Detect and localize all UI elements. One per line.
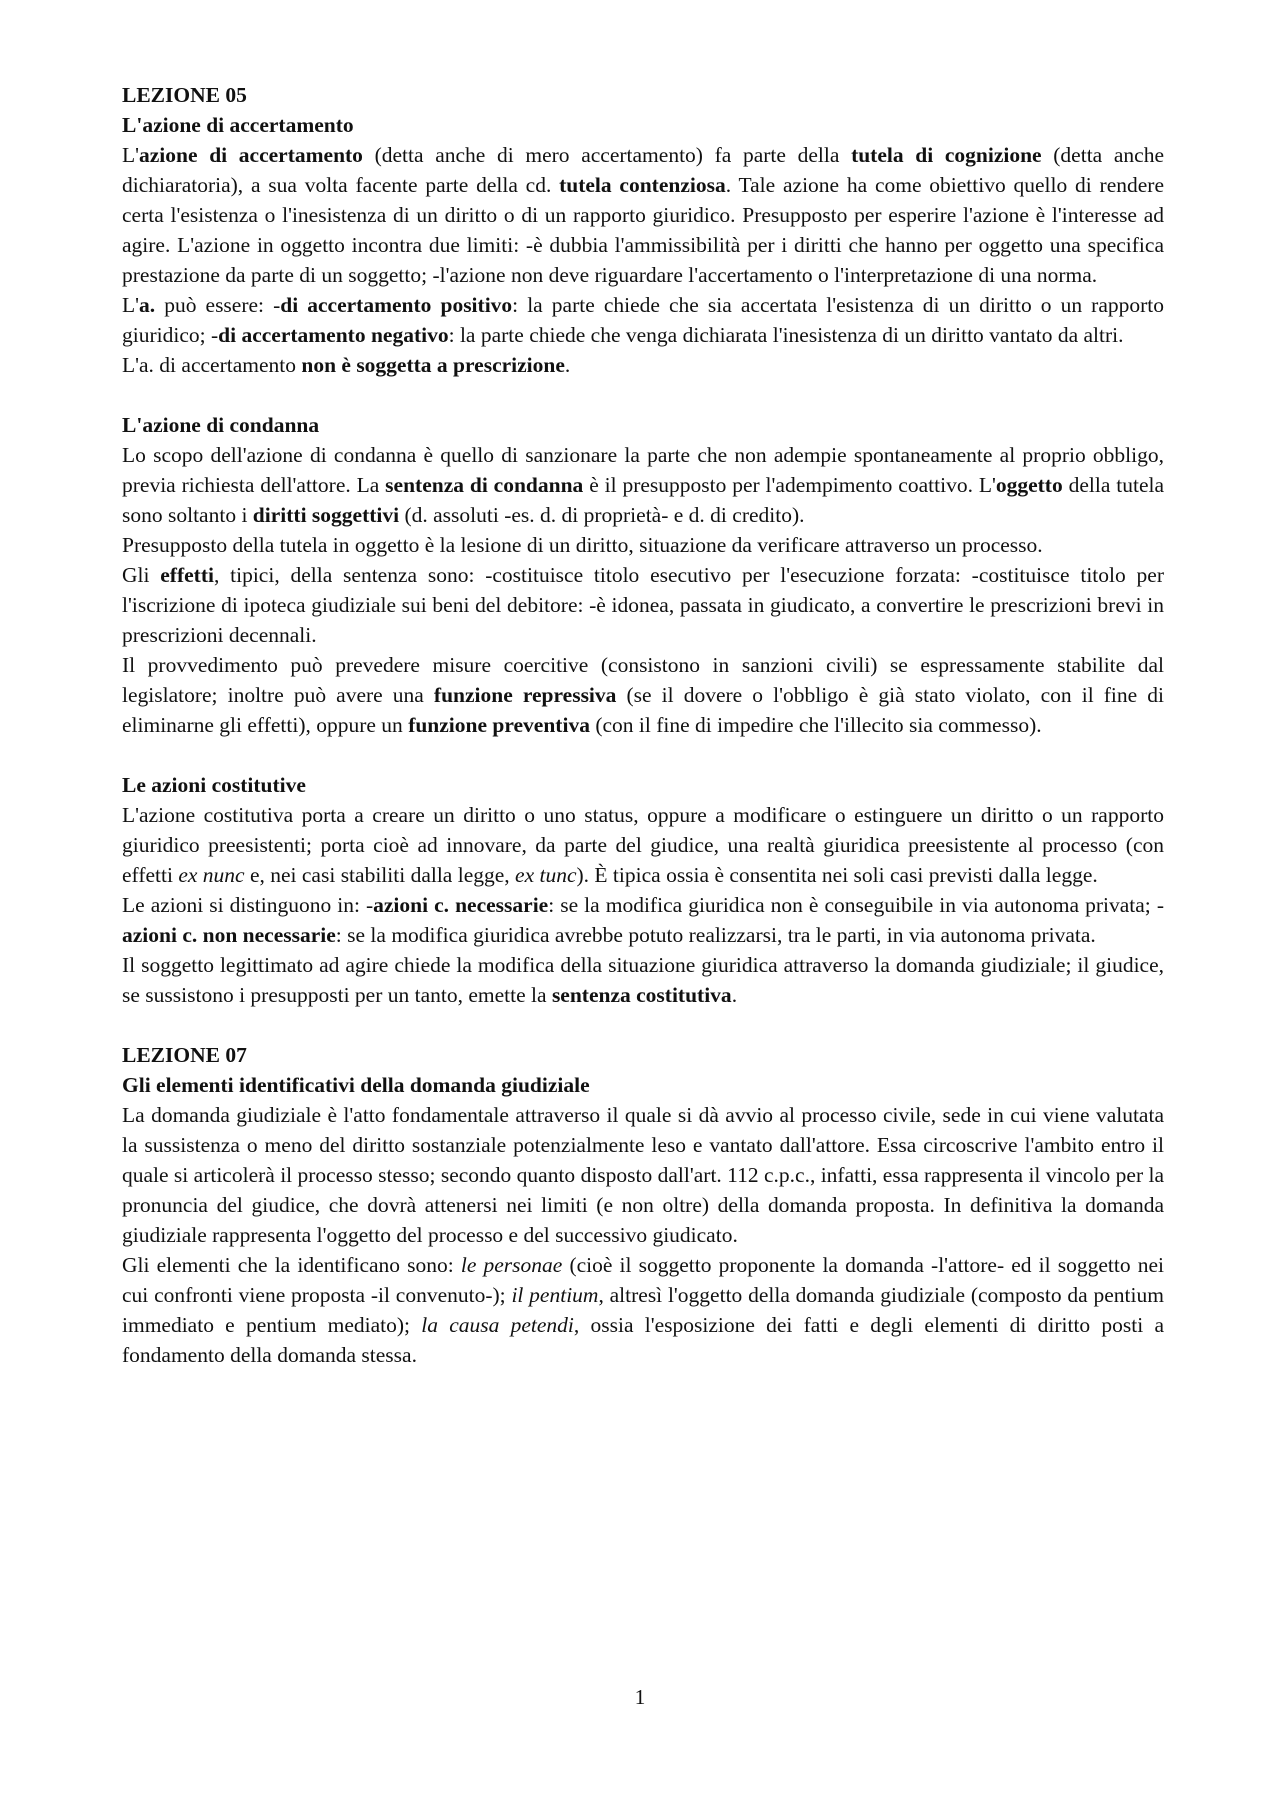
lesson-07-title: LEZIONE 07: [122, 1043, 247, 1067]
spacer: [122, 1010, 1164, 1040]
text-run: L': [122, 143, 140, 167]
paragraph: [122, 1250, 1164, 1370]
text-run: (detta anche di mero accertamento) fa parte della: [362, 143, 852, 167]
heading-azioni-costitutive: Le azioni costitutive: [122, 773, 306, 797]
text-run: Gli: [122, 563, 161, 587]
paragraph: [122, 290, 1164, 350]
text-run: L': [122, 293, 140, 317]
bold-term: azione di accertamento: [139, 143, 363, 167]
text-run: : la parte chiede che sia accertata l'esistenza di un diritto o un rapporto giuridico; -: [122, 293, 1165, 347]
text-run: può essere: -: [155, 293, 281, 317]
bold-term: diritti soggettivi: [252, 503, 400, 527]
bold-term: effetti: [160, 563, 214, 587]
text-run: è il presupposto per l'adempimento coattivo. L': [583, 473, 996, 497]
bold-term: tutela di cognizione: [851, 143, 1042, 167]
lesson-05-title: LEZIONE 05: [122, 83, 247, 107]
spacer: [122, 740, 1164, 770]
text-run: Il provvedimento può prevedere misure coercitive (consistono in sanzioni civili) se espressamente stabilite dal legislatore; inoltre può avere una: [122, 653, 1164, 707]
document-page: [122, 80, 1164, 1370]
text-run: (con il fine di impedire che l'illecito sia commesso).: [589, 713, 1042, 737]
italic-term: ex tunc: [515, 863, 577, 887]
text-run: Presupposto della tutela in oggetto è la lesione di un diritto, situazione da verificare attraverso un processo.: [122, 533, 1043, 557]
paragraph: [122, 530, 1164, 560]
paragraph: [122, 650, 1164, 740]
bold-term: sentenza di condanna: [385, 473, 584, 497]
paragraph: [122, 350, 1164, 380]
text-run: Il soggetto legittimato ad agire chiede la modifica della situazione giuridica attraverso la domanda giudiziale; il giudice, se sussistono i presupposti per un tanto, emette la: [122, 953, 1164, 1007]
text-run: : la parte chiede che venga dichiarata l'inesistenza di un diritto vantato da altri.: [448, 323, 1124, 347]
text-run: (d. assoluti -es. d. di proprietà- e d. di credito).: [399, 503, 805, 527]
italic-term: la causa petendi: [421, 1313, 574, 1337]
text-run: .: [731, 983, 738, 1007]
bold-term: di accertamento negativo: [218, 323, 449, 347]
text-run: (detta anche dichiaratoria), a sua volta facente parte della cd.: [122, 143, 1165, 197]
text-run: (se il dovere o l'obbligo è già stato violato, con il fine di eliminarne gli effetti), oppure un: [122, 683, 1165, 737]
bold-term: di accertamento positivo: [280, 293, 513, 317]
text-run: Lo scopo dell'azione di condanna è quello di sanzionare la parte che non adempie spontaneamente al proprio obbligo, previa richiesta dell'attore. La: [122, 443, 1164, 497]
text-run: . Tale azione ha come obiettivo quello di rendere certa l'esistenza o l'inesistenza di un diritto o di un rapporto giuridico. Presupposto per esperire l'azione è l'interesse ad agire. L'azione in oggetto incontra due limiti: -è dubbia l'ammissibilità per i diritti che hanno per oggetto una specifica prestazione da parte di un soggetto; -l'azione non deve riguardare l'accertamento o l'interpretazione di una norma.: [122, 173, 1164, 287]
text-run: L'a. di accertamento: [122, 353, 302, 377]
text-run: (cioè il soggetto proponente la domanda -l'attore- ed il soggetto nei cui confronti viene proposta -il convenuto-);: [122, 1253, 1164, 1307]
heading-azione-condanna: L'azione di condanna: [122, 413, 320, 437]
paragraph: [122, 140, 1164, 290]
heading-azione-accertamento: L'azione di accertamento: [122, 113, 354, 137]
paragraph: [122, 560, 1164, 650]
bold-term: azioni c. necessarie: [373, 893, 549, 917]
bold-term: azioni c. non necessarie: [122, 923, 336, 947]
text-run: della tutela sono soltanto i: [122, 473, 1164, 527]
bold-term: funzione repressiva: [433, 683, 617, 707]
text-run: : se la modifica giuridica non è conseguibile in via autonoma privata; -: [548, 893, 1164, 917]
text-run: e, nei casi stabiliti dalla legge,: [244, 863, 516, 887]
text-run: , tipici, della sentenza sono: -costituisce titolo esecutivo per l'esecuzione forzata: -costituisce titolo per l'iscrizione di ipoteca giudiziale sui beni del debitore: -è idonea, passata in giudicato, a convertire le prescrizioni brevi in prescrizioni decennali.: [122, 563, 1164, 647]
paragraph: [122, 800, 1164, 890]
heading-elementi-domanda: Gli elementi identificativi della domanda giudiziale: [122, 1073, 590, 1097]
text-run: : se la modifica giuridica avrebbe potuto realizzarsi, tra le parti, in via autonoma privata.: [335, 923, 1096, 947]
italic-term: le personae: [460, 1253, 563, 1277]
text-run: Gli elementi che la identificano sono:: [122, 1253, 461, 1277]
italic-term: ex nunc: [178, 863, 245, 887]
page-number: 1: [634, 1685, 646, 1709]
bold-term: tutela contenziosa: [559, 173, 726, 197]
bold-term: non è soggetta a prescrizione: [301, 353, 565, 377]
bold-term: funzione preventiva: [408, 713, 590, 737]
text-run: La domanda giudiziale è l'atto fondamentale attraverso il quale si dà avvio al processo civile, sede in cui viene valutata la sussistenza o meno del diritto sostanziale potenzialmente leso e vantato dall'attore. Essa circoscrive l'ambito entro il quale si articolerà il processo stesso; secondo quanto disposto dall'art. 112 c.p.c., infatti, essa rappresenta il vincolo per la pronuncia del giudice, che dovrà attenersi nei limiti (e non oltre) della domanda proposta. In definitiva la domanda giudiziale rappresenta l'oggetto del processo e del successivo giudicato.: [122, 1103, 1164, 1247]
paragraph: [122, 950, 1164, 1010]
text-run: .: [564, 353, 571, 377]
paragraph: [122, 440, 1164, 530]
paragraph: [122, 890, 1164, 950]
text-run: Le azioni si distinguono in: -: [122, 893, 374, 917]
italic-term: il pentium: [511, 1283, 599, 1307]
text-run: L'azione costitutiva porta a creare un diritto o uno status, oppure a modificare o estinguere un diritto o un rapporto giuridico preesistenti; porta cioè ad innovare, da parte del giudice, una realtà giuridica preesistente al processo (con effetti: [122, 803, 1164, 887]
spacer: [122, 380, 1164, 410]
text-run: , ossia l'esposizione dei fatti e degli elementi di diritto posti a fondamento della domanda stessa.: [122, 1313, 1164, 1367]
bold-term: sentenza costitutiva: [551, 983, 732, 1007]
bold-term: oggetto: [995, 473, 1063, 497]
paragraph: [122, 1100, 1164, 1250]
bold-term: a.: [139, 293, 156, 317]
text-run: , altresì l'oggetto della domanda giudiziale (composto da pentium immediato e pentium mediato);: [122, 1283, 1164, 1337]
text-run: ). È tipica ossia è consentita nei soli casi previsti dalla legge.: [576, 863, 1098, 887]
